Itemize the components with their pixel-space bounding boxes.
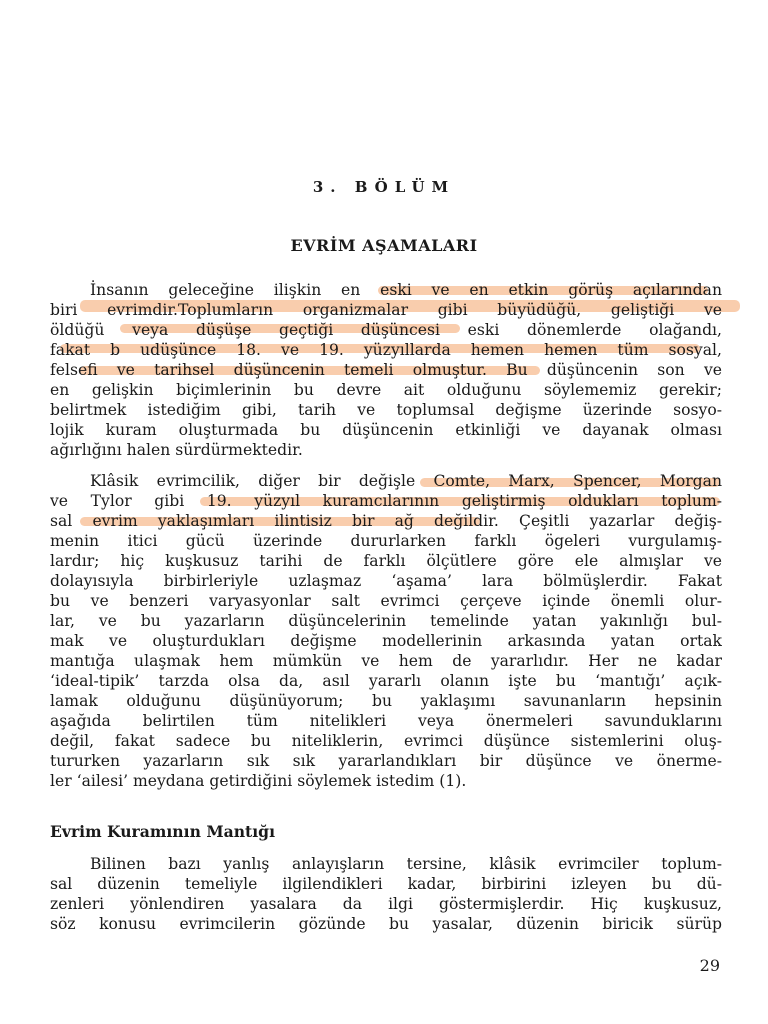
- text-line: tururken yazarların sık sık yararlandıkları bir düşünce ve önerme-: [50, 752, 722, 770]
- text-line: belirtmek istediğim gibi, tarih ve toplumsal değişme üzerinde sosyo-: [50, 401, 722, 419]
- text-line: aşağıda belirtilen tüm nitelikleri veya önermeleri savunduklarını: [50, 712, 722, 730]
- text-line: en gelişkin biçimlerinin bu devre ait olduğunu söylememiz gerekir;: [50, 381, 722, 399]
- chapter-heading: 3. BÖLÜM: [312, 178, 456, 196]
- text-line: mak ve oluşturdukları değişme modellerinin arkasında yatan ortak: [50, 632, 722, 650]
- text-line: bu ve benzeri varyasyonlar salt evrimci çerçeve içinde önemli olur-: [50, 592, 722, 610]
- text-line: sal düzenin temeliyle ilgilendikleri kadar, birbirini izleyen bu dü-: [50, 875, 722, 893]
- paragraph-2: [50, 471, 722, 791]
- section-subheading: Evrim Kuramının Mantığı: [50, 822, 275, 841]
- paragraph-1: [50, 280, 722, 460]
- text-line: değil, fakat sadece bu niteliklerin, evrimci düşünce sistemlerini oluş-: [50, 732, 722, 750]
- text-line: Klâsik evrimcilik, diğer bir değişle Comte, Marx, Spencer, Morgan: [90, 472, 722, 490]
- text-line: söz konusu evrimcilerin gözünde bu yasalar, düzenin biricik sürüp: [50, 915, 722, 933]
- text-line: menin itici gücü üzerinde dururlarken farklı ögeleri vurgulamış-: [50, 532, 722, 550]
- text-line: ler ‘ailesi’ meydana getirdiğini söylemek istedim (1).: [50, 772, 467, 790]
- text-line: ‘ideal-tipik’ tarzda olsa da, asıl yararlı olanın işte bu ‘mantığı’ açık-: [50, 672, 722, 690]
- text-line: felsefi ve tarihsel düşüncenin temeli olmuştur. Bu düşüncenin son ve: [50, 361, 722, 379]
- chapter-title: EVRİM AŞAMALARI: [290, 236, 478, 255]
- text-line: fakat b udüşünce 18. ve 19. yüzyıllarda hemen hemen tüm sosyal,: [50, 341, 722, 359]
- page-number: 29: [699, 956, 720, 975]
- text-line: lardır; hiç kuşkusuz tarihi de farklı ölçütlere göre ele almışlar ve: [50, 552, 722, 570]
- text-line: mantığa ulaşmak hem mümkün ve hem de yararlıdır. Her ne kadar: [50, 652, 722, 670]
- paragraph-3: [50, 854, 722, 934]
- text-line: lamak olduğunu düşünüyorum; bu yaklaşımı savunanların hepsinin: [50, 692, 722, 710]
- text-line: zenleri yönlendiren yasalara da ilgi göstermişlerdir. Hiç kuşkusuz,: [50, 895, 722, 913]
- text-line: Bilinen bazı yanlış anlayışların tersine, klâsik evrimciler toplum-: [90, 855, 722, 873]
- text-line: İnsanın geleceğine ilişkin en eski ve en etkin görüş açılarından: [90, 281, 722, 299]
- text-line: ağırlığını halen sürdürmektedir.: [50, 441, 303, 459]
- text-line: biri evrimdir.Toplumların organizmalar gibi büyüdüğü, geliştiği ve: [50, 301, 722, 319]
- text-line: sal evrim yaklaşımları ilintisiz bir ağ değildir. Çeşitli yazarlar değiş-: [50, 512, 722, 530]
- text-line: lojik kuram oluşturmada bu düşüncenin etkinliği ve dayanak olması: [50, 421, 722, 439]
- text-line: ve Tylor gibi 19. yüzyıl kuramcılarının geliştirmiş oldukları toplum-: [50, 492, 722, 510]
- text-line: öldüğü veya düşüşe geçtiği düşüncesi eski dönemlerde olağandı,: [50, 321, 722, 339]
- text-line: lar, ve bu yazarların düşüncelerinin temelinde yatan yakınlığı bul-: [50, 612, 722, 630]
- text-line: dolayısıyla birbirleriyle uzlaşmaz ‘aşama’ lara bölmüşlerdir. Fakat: [50, 572, 722, 590]
